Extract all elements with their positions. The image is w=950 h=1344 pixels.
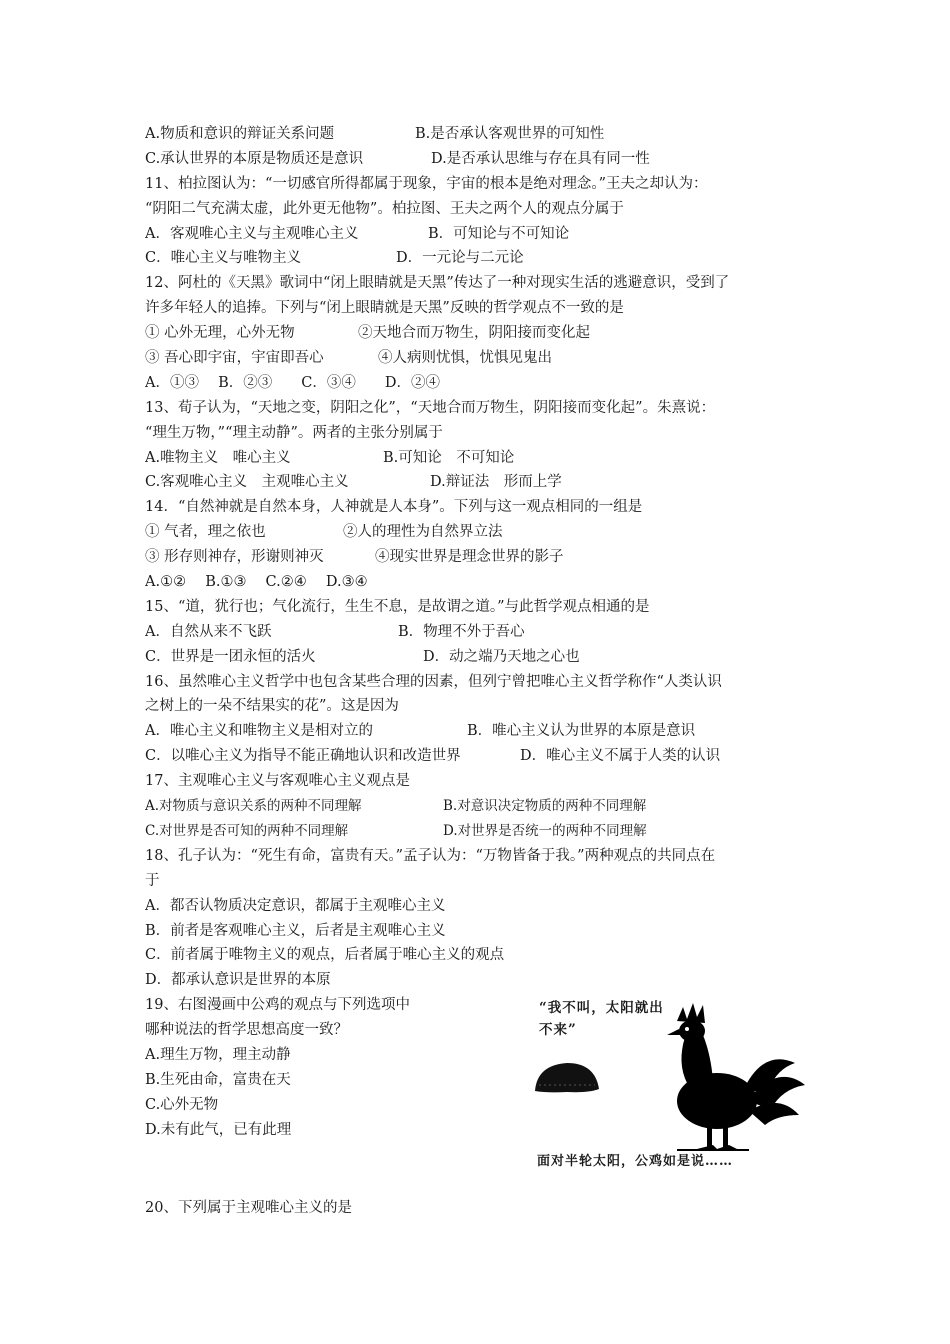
question-19-line: 哪种说法的哲学思想高度一致？ bbox=[145, 1022, 348, 1039]
text-line: 16、虽然唯心主义哲学中也包含某些合理的因素，但列宁曾把唯心主义哲学称作“人类认识 bbox=[145, 673, 722, 690]
option-left: A．客观唯心主义与主观唯心主义 bbox=[145, 225, 359, 242]
rooster-illustration bbox=[527, 993, 812, 1175]
cartoon-caption-bottom: 面对半轮太阳，公鸡如是说…… bbox=[537, 1154, 734, 1169]
option-left: C.承认世界的本原是物质还是意识 bbox=[145, 150, 364, 167]
option-right: B．可知论与不可知论 bbox=[428, 225, 570, 242]
text-line: A．①③ B．②③ C．③④ D．②④ bbox=[145, 374, 440, 391]
text-line: 17、主观唯心主义与客观唯心主义观点是 bbox=[145, 773, 410, 790]
option-left: C.客观唯心主义 主观唯心主义 bbox=[145, 474, 349, 491]
text-line: A．都否认物质决定意识，都属于主观唯心主义 bbox=[145, 897, 446, 914]
option-right: D.辩证法 形而上学 bbox=[430, 474, 562, 491]
text-line bbox=[145, 819, 815, 844]
text-line bbox=[145, 470, 815, 495]
text-line: “阴阳二气充满太虚，此外更无他物”。柏拉图、王夫之两个人的观点分属于 bbox=[145, 200, 624, 217]
option-left: ③ 吾心即宇宙，宇宙即吾心 bbox=[145, 350, 324, 367]
text-line: 15、“道，犹行也；气化流行，生生不息，是故谓之道。”与此哲学观点相通的是 bbox=[145, 598, 650, 615]
option-right: D.对世界是否统一的两种不同理解 bbox=[443, 822, 647, 839]
question-19-line: B.生死由命，富贵在天 bbox=[145, 1071, 291, 1088]
text-line bbox=[145, 122, 815, 147]
option-right: D.是否承认思维与存在具有同一性 bbox=[431, 150, 650, 167]
text-line bbox=[145, 545, 815, 570]
option-left: C.对世界是否可知的两种不同理解 bbox=[145, 822, 349, 839]
option-left: C．世界是一团永恒的活火 bbox=[145, 648, 316, 665]
text-line bbox=[145, 794, 815, 819]
option-right: ②天地合而万物生，阴阳接而变化起 bbox=[358, 325, 590, 342]
text-line: A.①② B.①③ C.②④ D.③④ bbox=[145, 574, 368, 591]
option-left: ③ 形存则神存，形谢则神灭 bbox=[145, 549, 324, 566]
text-line: 18、孔子认为：“死生有命，富贵有天。”孟子认为：“万物皆备于我。”两种观点的共同点在 bbox=[145, 847, 716, 864]
option-right: D．动之端乃天地之心也 bbox=[423, 648, 580, 665]
question-19-line: C.心外无物 bbox=[145, 1096, 219, 1113]
text-line: 12、阿杜的《天黑》歌词中“闭上眼睛就是天黑”传达了一种对现实生活的逃避意识，受到了 bbox=[145, 275, 730, 292]
option-right: ④现实世界是理念世界的影子 bbox=[375, 549, 564, 566]
question-19-line: 19、右图漫画中公鸡的观点与下列选项中 bbox=[145, 997, 410, 1014]
text-line bbox=[145, 321, 815, 346]
text-line: 许多年轻人的追捧。下列与“闭上眼睛就是天黑”反映的哲学观点不一致的是 bbox=[145, 300, 624, 317]
option-left: C．唯心主义与唯物主义 bbox=[145, 250, 302, 267]
text-line bbox=[145, 520, 815, 545]
text-line: “理生万物，”“理主动静”。两者的主张分别属于 bbox=[145, 424, 443, 441]
question-19-line: D.未有此气，已有此理 bbox=[145, 1121, 292, 1138]
rooster-silhouette bbox=[667, 1003, 805, 1149]
option-right: B．物理不外于吾心 bbox=[398, 623, 525, 640]
text-line bbox=[145, 222, 815, 247]
text-line bbox=[145, 147, 815, 172]
option-left: A．唯心主义和唯物主义是相对立的 bbox=[145, 723, 373, 740]
rooster-cartoon bbox=[527, 993, 812, 1175]
question-body bbox=[145, 122, 815, 1143]
text-line bbox=[145, 645, 815, 670]
option-right: B．唯心主义认为世界的本原是意识 bbox=[467, 723, 696, 740]
text-line: B．前者是客观唯心主义，后者是主观唯心主义 bbox=[145, 922, 446, 939]
option-left: A.对物质与意识关系的两种不同理解 bbox=[145, 798, 362, 815]
text-line: 之树上的一朵不结果实的花”。这是因为 bbox=[145, 698, 399, 715]
cartoon-caption-top: “我不叫，太阳就出不来” bbox=[539, 1000, 664, 1038]
text-line bbox=[145, 246, 815, 271]
option-right: D．一元论与二元论 bbox=[396, 250, 524, 267]
option-right: B.对意识决定物质的两种不同理解 bbox=[443, 798, 647, 815]
text-line bbox=[145, 346, 815, 371]
option-left: A.物质和意识的辩证关系问题 bbox=[145, 126, 335, 142]
text-line: 11、柏拉图认为：“一切感官所得都属于现象，宇宙的根本是绝对理念。”王夫之却认为： bbox=[145, 175, 708, 192]
option-left: A.唯物主义 唯心主义 bbox=[145, 449, 291, 466]
option-right: ④人病则忧惧，忧惧见鬼出 bbox=[378, 350, 552, 367]
text-line bbox=[145, 719, 815, 744]
half-sun bbox=[535, 1063, 599, 1092]
text-line: 13、荀子认为，“天地之变，阴阳之化”，“天地合而万物生，阴阳接而变化起”。朱熹说： bbox=[145, 399, 716, 416]
text-line: D．都承认意识是世界的本原 bbox=[145, 972, 331, 989]
question-19-line: A.理生万物，理主动静 bbox=[145, 1046, 291, 1063]
text-line: 于 bbox=[145, 872, 160, 889]
option-right: ②人的理性为自然界立法 bbox=[343, 524, 503, 541]
text-line: C．前者属于唯物主义的观点，后者属于唯心主义的观点 bbox=[145, 947, 505, 964]
text-line bbox=[145, 446, 815, 471]
text-line bbox=[145, 620, 815, 645]
option-left: C．以唯心主义为指导不能正确地认识和改造世界 bbox=[145, 748, 461, 765]
option-left: A．自然从来不飞跃 bbox=[145, 623, 272, 640]
text-line: 14．“自然神就是自然本身，人神就是人本身”。下列与这一观点相同的一组是 bbox=[145, 499, 643, 516]
question-20: 20、下列属于主观唯心主义的是 bbox=[145, 1200, 352, 1216]
option-left: ① 心外无理，心外无物 bbox=[145, 325, 295, 342]
option-left: ① 气者，理之依也 bbox=[145, 524, 266, 541]
option-right: B.可知论 不可知论 bbox=[383, 449, 515, 466]
text-line bbox=[145, 744, 815, 769]
option-right: D．唯心主义不属于人类的认识 bbox=[520, 748, 721, 765]
option-right: B.是否承认客观世界的可知性 bbox=[415, 126, 605, 142]
